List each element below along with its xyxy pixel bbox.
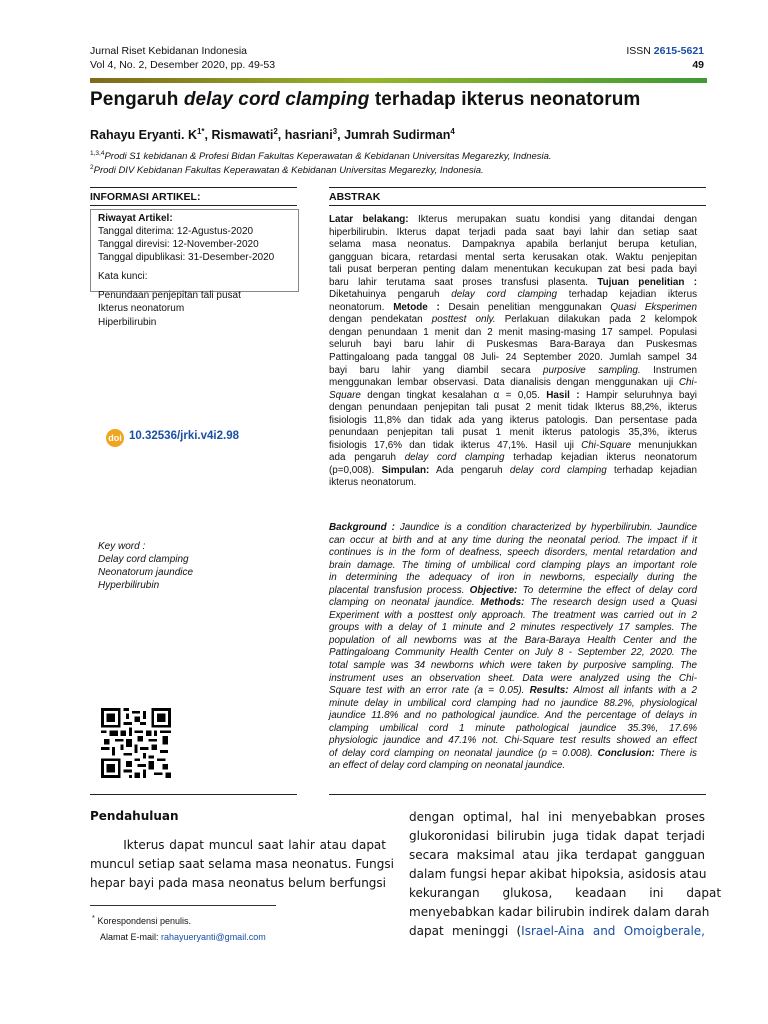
body-line: dengan optimal, hal ini menyebabkan proses: [409, 810, 705, 824]
abstract-en-line: an effect of delay cord clamping on neonatal jaundice.: [329, 760, 566, 772]
title-part-3: terhadap ikterus neonatorum: [369, 89, 641, 110]
abstract-id-line: ada pengaruh delay cord clamping terhadap kejadian ikterus neonatorum: [329, 452, 697, 464]
abstract-english: [329, 522, 697, 773]
email-link[interactable]: rahayueryanti@gmail.com: [161, 932, 266, 942]
abstract-heading: ABSTRAK: [329, 191, 381, 203]
author-2-sup: 2: [273, 127, 278, 136]
abstract-id-line: dengan pendekatan posttest only. Perlakuan dilakukan pada 2 kelompok: [329, 314, 698, 326]
abstract-id-line: Diketahuinya pengaruh delay cord clamping terhadap kejadian ikterus: [329, 289, 698, 301]
abstract-en-line: of delay cord clamping on neonatal jaundice (p = 0.008). Conclusion: There is: [329, 747, 697, 759]
abstract-en-line: instrument uses an observation sheet. Data were analyzed using the Chi-: [329, 672, 697, 684]
abstract-id-line: Pattingaloang pada tanggal 08 Juli- 24 September 2020. Jumlah sampel 34: [329, 352, 697, 364]
abstract-en-line: jaundice 11.8% and no pathological jaundice. And the percentage of delays in: [329, 710, 697, 722]
body-left-column: [90, 836, 394, 893]
abstract-en-line: minute delay in umbilical cord clamping had no jaundice 88.2%, physiological: [329, 697, 697, 709]
abstract-en-line: Experiment with a posttest only approach. The treatment was carried out in 2: [329, 609, 697, 621]
author-3-sup: 3: [332, 127, 338, 136]
author-list: [90, 127, 455, 142]
abstract-id-line: dengan penundaan penjepitan tali pusat 2 menit tidak Ikterus 88,2%, ikterus: [329, 402, 697, 414]
abstract-en-line: continues is in the form of deafness, speech disorders, mental retardation and: [329, 547, 697, 559]
issn-label: ISSN: [626, 45, 651, 57]
footnote-correspondence-text: Korespondensi penulis.: [97, 916, 192, 926]
abstract-en-line: Pattingaloang Community Health Center on July 8 - September 22, 2020. The: [329, 647, 697, 659]
abstract-id-line: Square dengan tingkat kesalahan α = 0,05. Hasil : Hampir seluruhnya bayi: [329, 389, 698, 401]
running-header-left: [90, 44, 275, 72]
abstract-id-line: dengan penundaan 1 menit dan 2 menit masing-masing 17 sampel. Populasi: [329, 326, 697, 338]
abstract-id-line: bayi baru lahir yang diambil secara purposive sampling. Instrumen: [329, 364, 698, 376]
footnote-rule: [90, 905, 276, 906]
footnote-email: [100, 932, 266, 942]
abstract-en-line: groups with a delay of 1 minute and 2 minutes respectively 17 samples. The: [329, 622, 697, 634]
abstract-id-line: neonatorum. Metode : Desain penelitian menggunakan Quasi Eksperimen: [329, 301, 697, 313]
body-line: kekurangan glukosa, keadaan ini dapat: [409, 886, 722, 900]
doi-link[interactable]: 10.32536/jrki.v4i2.98: [129, 430, 239, 442]
body-line: dalam fungsi hepar akibat hipoksia, asidosis atau: [409, 867, 707, 881]
author-3: , hasriani: [277, 128, 333, 143]
abstract-en-line: clamping umbilical cord 1 minute pathological jaundice 35.3%, 17.6%: [329, 722, 697, 734]
key-word-item: Neonatorum jaundice: [98, 567, 194, 578]
keyword-item: Ikterus neonatorum: [98, 303, 185, 314]
abstract-en-line: clamping on neonatal jaundice. Methods: The research design used a Quasi: [329, 597, 697, 609]
abstract-id-line: fisiologis 11,8% dan tidak ada yang ikterus patologis. Dan persentase pada: [329, 414, 697, 426]
title-part-1: Pengaruh: [90, 89, 184, 110]
body-line: hepar bayi pada masa neonatus belum berfungsi: [90, 876, 386, 890]
abstract-id-line: penundaan penjepitan tali pusat 1 menit ikterus patologis 35,3%, ikterus: [329, 427, 697, 439]
footnote-mark: *: [92, 913, 95, 922]
issn-number: 2615-5621: [653, 45, 704, 57]
affiliation-2-text: Prodi DIV Kebidanan Fakultas Keperawatan & Kebidanan Universitas Megarezky, Indonesia.: [93, 165, 484, 177]
revised-date: Tanggal direvisi: 12-November-2020: [98, 239, 259, 250]
keywords-title: Kata kunci:: [98, 271, 148, 282]
info-top-rule: [90, 187, 297, 188]
body-line: glukoronidasi bilirubin juga tidak dapat terjadi: [409, 829, 705, 843]
affiliation-2: [90, 162, 484, 177]
abstract-id-line: fisiologis 17,6% dan tidak ikterus 47,1%. Hasil uji Chi-Square menunjukkan: [329, 439, 698, 451]
abstract-bottom-rule: [329, 794, 706, 795]
key-word-item: Hyperbilirubin: [98, 580, 160, 591]
author-2: , Rismawati: [204, 128, 274, 143]
abstract-id-line: baru lahir terutama saat proses transfusi plasenta. Tujuan penelitian :: [329, 276, 697, 288]
info-bottom-rule: [90, 794, 297, 795]
author-1-sup: 1*: [196, 127, 205, 136]
volume-info: Vol 4, No. 2, Desember 2020, pp. 49-53: [90, 59, 276, 71]
journal-name: Jurnal Riset Kebidanan Indonesia: [90, 45, 248, 57]
qr-code-icon: [101, 708, 171, 778]
info-heading-rule: [90, 205, 297, 206]
abstract-top-rule: [329, 187, 706, 188]
citation-link[interactable]: Israel-Aina and Omoigberale,: [521, 924, 705, 938]
footnote-correspondence: [92, 913, 191, 926]
page-number: 49: [692, 59, 704, 71]
abstract-id-line: Latar belakang: Ikterus merupakan suatu kondisi yang ditandai dengan: [329, 214, 697, 225]
header-color-bar: [90, 78, 707, 83]
section-heading-pendahuluan: Pendahuluan: [90, 809, 179, 823]
running-header-right: [626, 44, 704, 72]
abstract-id-line: seluruh bayi baru lahir di Puskesmas Bara-Baraya dan Puskesmas: [329, 339, 697, 351]
author-4-sup: 4: [450, 127, 455, 136]
received-date: Tanggal diterima: 12-Agustus-2020: [98, 226, 254, 237]
body-right-column: [409, 808, 722, 941]
affiliation-1: [90, 148, 552, 163]
body-line: Ikterus dapat muncul saat lahir atau dapat: [90, 838, 386, 852]
doi-icon: doi: [106, 429, 124, 447]
email-label: Alamat E-mail:: [100, 932, 162, 942]
abstract-id-line: hiperbilirubin. Ikterus dapat terjadi pada saat bayi lahir dan setiap saat: [329, 226, 697, 238]
key-word-title: Key word :: [98, 541, 146, 552]
author-1: Rahayu Eryanti. K: [90, 128, 197, 143]
affiliation-1-text: Prodi S1 kebidanan & Profesi Bidan Fakultas Keperawatan & Kebidanan Universitas Megarezky, Indnesia.: [104, 151, 552, 163]
affiliation-1-sup: 1,3,4: [90, 150, 105, 157]
abstract-id-line: menggunakan lembar observasi. Data dianalisis dengan menggunakan uji Chi-: [329, 377, 697, 389]
article-title: [90, 89, 640, 111]
abstract-en-line: brain damage. The timing of umbilical cord clamping plays an important role: [329, 559, 697, 571]
body-line-with-citation: [409, 922, 705, 941]
abstract-en-line: total sample was 34 newborns which were taken by purposive sampling. The: [329, 660, 697, 672]
key-word-item: Delay cord clamping: [98, 554, 189, 565]
abstract-en-line: Square test with an error rate (a = 0.05). Results: Almost all infants with a 2: [329, 685, 697, 697]
english-keywords: [98, 540, 193, 592]
history-title: Riwayat Artikel:: [98, 213, 173, 224]
abstract-id-line: gangguan bicara, retardasi mental serta kerusakan otak. Waktu penjepitan: [329, 251, 697, 263]
body-line: menyebabkan kadar bilirubin indirek dalam darah: [409, 905, 710, 919]
abstract-en-line: in determining the adequacy of iron in newborns, especially during the: [329, 572, 697, 584]
abstract-en-line: population of all newborns was at the Bara-Baraya Health Center and the: [329, 634, 697, 646]
published-date: Tanggal dipublikasi: 31-Desember-2020: [98, 252, 275, 263]
article-info-heading: INFORMASI ARTIKEL:: [90, 191, 201, 203]
abstract-id-line: ikterus neonatorum.: [329, 477, 417, 489]
abstract-id-line: (p=0,008). Simpulan: Ada pengaruh delay cord clamping terhadap kejadian: [329, 464, 697, 476]
keyword-item: Penundaan penjepitan tali pusat: [98, 289, 241, 301]
abstract-indonesian: [329, 214, 697, 490]
author-4: , Jumrah Sudirman: [337, 128, 451, 143]
abstract-en-line: physiologic jaundice and 47.1% not. Chi-Square test results showed an effect: [329, 735, 697, 747]
issn: [626, 44, 704, 58]
abstract-id-line: selama masa neonatus. Dampaknya apabila berlanjut berupa ketulian,: [329, 239, 697, 251]
body-line: secara maksimal atau jika terdapat gangguan: [409, 848, 705, 862]
abstract-en-line: placental transfusion process. Objective: To determine the effect of delay cord: [329, 584, 698, 596]
keyword-item: Hiperbilirubin: [98, 316, 157, 328]
abstract-en-line: Background : Jaundice is a condition characterized by hyperbilirubin. Jaundice: [329, 522, 697, 533]
title-part-2: delay cord clamping: [183, 89, 370, 110]
article-history: [98, 212, 274, 264]
affiliation-2-sup: 2: [90, 164, 94, 171]
abstract-id-line: tali pusat berperan penting dalam menentukan kecukupan zat besi pada bayi: [329, 264, 697, 276]
body-line-prefix: dapat meninggi (: [409, 924, 522, 938]
abstract-en-line: can occur at birth and at any time during the neonatal period. The impact if it: [329, 534, 697, 546]
abstract-heading-rule: [329, 205, 706, 206]
body-line: muncul setiap saat selama masa neonatus. Fungsi: [90, 857, 394, 871]
keywords-block: [98, 270, 241, 329]
